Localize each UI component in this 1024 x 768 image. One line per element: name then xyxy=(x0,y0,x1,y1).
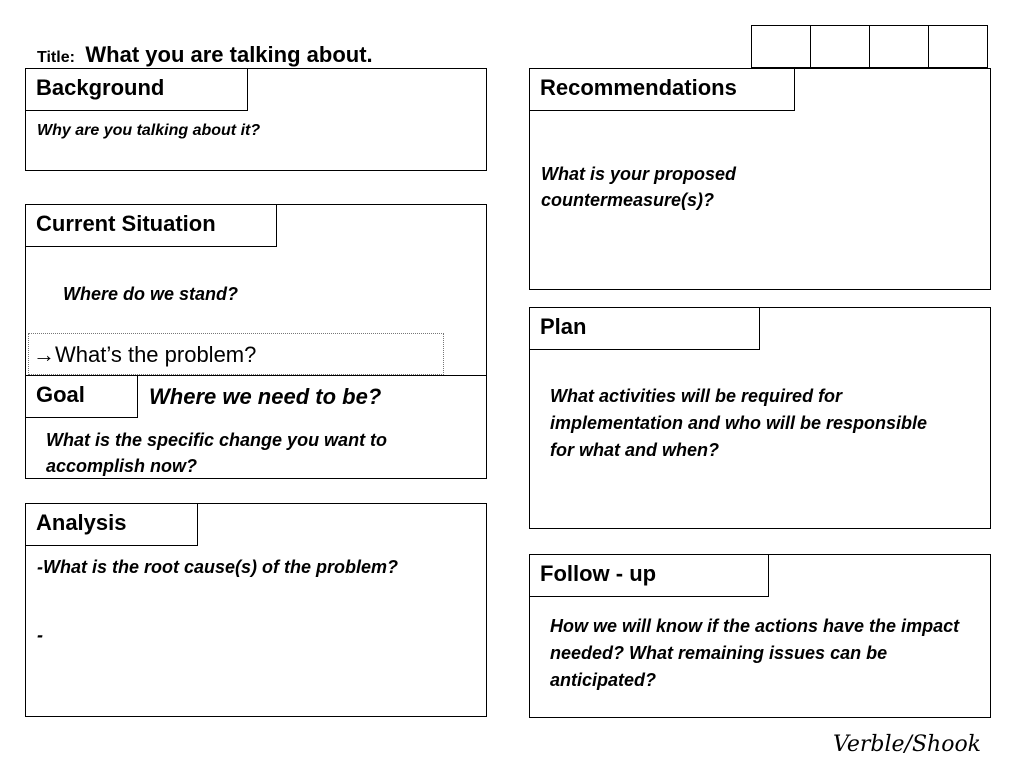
title-label: Title: xyxy=(37,49,75,66)
analysis-bullet: - xyxy=(37,625,43,645)
header-cell xyxy=(869,25,929,68)
background-section xyxy=(25,68,487,171)
arrow-icon: → xyxy=(33,342,55,367)
background-heading: Background xyxy=(25,68,248,111)
page-title xyxy=(37,42,373,68)
plan-question: What activities will be required for implementation and who will be responsible for what and when? xyxy=(550,386,928,460)
recommendations-heading: Recommendations xyxy=(529,68,795,111)
problem-text: What’s the problem? xyxy=(55,342,257,367)
goal-section xyxy=(25,375,487,479)
problem-strip xyxy=(28,333,444,375)
analysis-question: -What is the root cause(s) of the problem? xyxy=(37,557,399,577)
goal-question: What is the specific change you want to accomplish now? xyxy=(46,430,388,476)
analysis-heading: Analysis xyxy=(25,503,198,546)
header-cell xyxy=(928,25,988,68)
plan-heading: Plan xyxy=(529,307,760,350)
header-cells xyxy=(751,25,988,68)
current-situation-heading: Current Situation xyxy=(25,204,277,247)
recommendations-section xyxy=(529,68,991,290)
follow-up-section xyxy=(529,554,991,718)
follow-up-heading: Follow - up xyxy=(529,554,769,597)
header-cell xyxy=(751,25,811,68)
follow-up-question: How we will know if the actions have the impact needed? What remaining issues can be anticipated? xyxy=(550,616,960,690)
background-question: Why are you talking about it? xyxy=(37,122,261,139)
analysis-section xyxy=(25,503,487,717)
current-situation-question: Where do we stand? xyxy=(63,284,239,304)
recommendations-question: What is your proposed countermeasure(s)? xyxy=(541,164,737,210)
plan-section xyxy=(529,307,991,529)
header-cell xyxy=(810,25,870,68)
goal-subheading: Where we need to be? xyxy=(149,384,382,409)
goal-heading: Goal xyxy=(25,375,138,418)
title-text: What you are talking about. xyxy=(85,42,373,67)
author-signature: Verble/Shook xyxy=(833,732,982,757)
